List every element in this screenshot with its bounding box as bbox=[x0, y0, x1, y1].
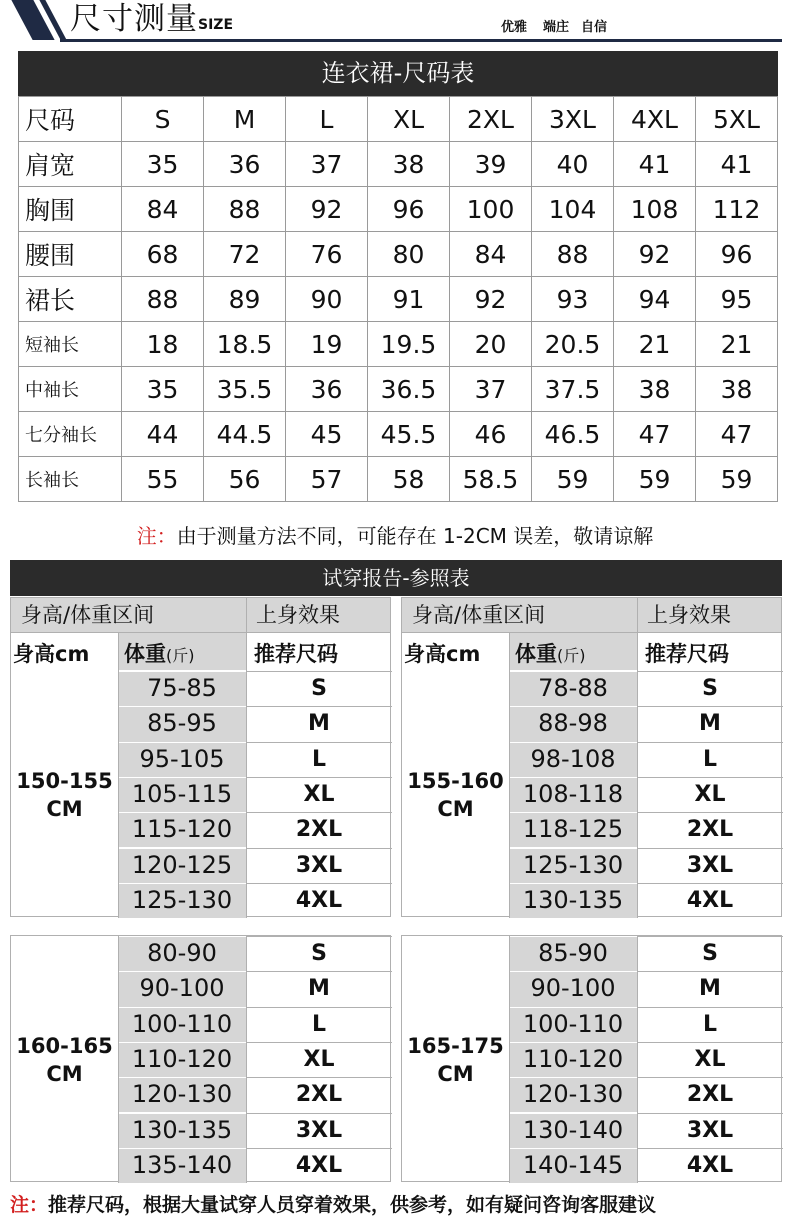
measurement-cell: 88 bbox=[122, 277, 204, 322]
measurement-cell: 37.5 bbox=[532, 367, 614, 412]
recommended-size: 3XL bbox=[686, 1117, 734, 1143]
measurement-cell: 18 bbox=[122, 322, 204, 367]
weight-range: 115-120 bbox=[131, 815, 233, 844]
height-range bbox=[11, 1032, 118, 1088]
col-header-weight-text: 体重 bbox=[515, 642, 557, 666]
measurement-cell: 36.5 bbox=[368, 367, 450, 412]
measurement-cell: 88 bbox=[204, 187, 286, 232]
weight-range: 130-140 bbox=[522, 1115, 624, 1144]
col-header-height: 身高cm bbox=[13, 642, 90, 666]
weight-range: 98-108 bbox=[530, 744, 616, 773]
measurement-cell: 36 bbox=[204, 142, 286, 187]
weight-range: 100-110 bbox=[131, 1009, 233, 1038]
measurement-cell: 72 bbox=[204, 232, 286, 277]
recommended-size: XL bbox=[694, 1046, 726, 1072]
table-row bbox=[19, 457, 778, 502]
size-header-cell: 2XL bbox=[450, 97, 532, 142]
page-title-suffix: SIZE bbox=[198, 17, 234, 33]
weight-range: 110-120 bbox=[522, 1044, 624, 1073]
size-header-cell: 5XL bbox=[696, 97, 778, 142]
note-text: 推荐尺码，根据大量试穿人员穿着效果，供参考，如有疑问咨询客服建议 bbox=[48, 1194, 657, 1216]
table-row bbox=[19, 367, 778, 412]
measurement-cell: 88 bbox=[532, 232, 614, 277]
weight-range: 125-130 bbox=[522, 850, 624, 879]
weight-range: 140-145 bbox=[522, 1150, 624, 1179]
fit-report-title: 试穿报告-参照表 bbox=[10, 560, 782, 596]
measurement-cell: 57 bbox=[286, 457, 368, 502]
recommended-size: 2XL bbox=[295, 1082, 343, 1108]
fit-block bbox=[10, 597, 391, 917]
measurement-cell: 37 bbox=[450, 367, 532, 412]
measurement-cell: 20 bbox=[450, 322, 532, 367]
height-range-unit: CM bbox=[437, 1061, 474, 1086]
measurement-cell: 19.5 bbox=[368, 322, 450, 367]
measurement-cell: 39 bbox=[450, 142, 532, 187]
measurement-cell: 18.5 bbox=[204, 322, 286, 367]
measurement-cell: 21 bbox=[696, 322, 778, 367]
measurement-cell: 47 bbox=[614, 412, 696, 457]
recommended-size: 3XL bbox=[686, 852, 734, 878]
table-row bbox=[19, 142, 778, 187]
weight-range: 130-135 bbox=[131, 1115, 233, 1144]
measurement-cell: 92 bbox=[450, 277, 532, 322]
weight-range: 110-120 bbox=[131, 1044, 233, 1073]
fit-block bbox=[10, 935, 391, 1182]
measurement-cell: 19 bbox=[286, 322, 368, 367]
recommended-size: 2XL bbox=[686, 817, 734, 843]
group-header-range: 身高/体重区间 bbox=[412, 603, 546, 627]
measurement-note bbox=[0, 520, 790, 549]
height-range bbox=[402, 767, 509, 823]
measurement-cell: 58.5 bbox=[450, 457, 532, 502]
recommended-size: 4XL bbox=[686, 1152, 734, 1178]
group-header-range: 身高/体重区间 bbox=[21, 603, 155, 627]
height-range-unit: CM bbox=[437, 796, 474, 821]
measurement-cell: 38 bbox=[368, 142, 450, 187]
recommended-size: 3XL bbox=[295, 1117, 343, 1143]
header-tag: 端庄 bbox=[543, 20, 570, 35]
measurement-cell: 38 bbox=[614, 367, 696, 412]
measurement-cell: 59 bbox=[614, 457, 696, 502]
measurement-cell: 104 bbox=[532, 187, 614, 232]
size-header-cell: 3XL bbox=[532, 97, 614, 142]
weight-range: 105-115 bbox=[131, 779, 233, 808]
measurement-cell: 91 bbox=[368, 277, 450, 322]
measurement-cell: 21 bbox=[614, 322, 696, 367]
measurement-cell: 76 bbox=[286, 232, 368, 277]
table-row bbox=[19, 322, 778, 367]
size-header-cell: 4XL bbox=[614, 97, 696, 142]
recommended-size: S bbox=[311, 676, 327, 701]
recommended-size: M bbox=[308, 711, 330, 737]
measurement-cell: 93 bbox=[532, 277, 614, 322]
measurement-cell: 45.5 bbox=[368, 412, 450, 457]
size-header-row bbox=[19, 97, 778, 142]
row-label: 七分袖长 bbox=[19, 412, 122, 457]
height-range-value: 165-175 bbox=[407, 1033, 504, 1058]
measurement-cell: 95 bbox=[696, 277, 778, 322]
recommended-size: L bbox=[702, 1011, 718, 1037]
weight-range: 108-118 bbox=[522, 779, 624, 808]
col-header-size: 推荐尺码 bbox=[645, 642, 729, 666]
group-header-effect: 上身效果 bbox=[256, 603, 340, 627]
weight-range: 75-85 bbox=[147, 674, 217, 702]
col-header-size: 推荐尺码 bbox=[254, 642, 338, 666]
page-header bbox=[0, 0, 790, 46]
weight-range: 120-130 bbox=[522, 1080, 624, 1109]
measurement-cell: 36 bbox=[286, 367, 368, 412]
recommended-size: 2XL bbox=[686, 1082, 734, 1108]
measurement-cell: 92 bbox=[286, 187, 368, 232]
size-table-title: 连衣裙-尺码表 bbox=[18, 51, 778, 96]
measurement-cell: 37 bbox=[286, 142, 368, 187]
recommended-size: S bbox=[311, 941, 327, 966]
header-tag: 优雅 bbox=[501, 20, 528, 35]
height-range-value: 160-165 bbox=[16, 1033, 113, 1058]
height-range bbox=[402, 1032, 509, 1088]
measurement-cell: 90 bbox=[286, 277, 368, 322]
weight-range: 125-130 bbox=[131, 885, 233, 914]
weight-range: 120-125 bbox=[131, 850, 233, 879]
table-row bbox=[19, 187, 778, 232]
size-header-cell: XL bbox=[368, 97, 450, 142]
recommended-size: L bbox=[311, 746, 327, 772]
weight-range: 100-110 bbox=[522, 1009, 624, 1038]
note-prefix: 注： bbox=[10, 1194, 49, 1216]
measurement-cell: 84 bbox=[122, 187, 204, 232]
row-label: 胸围 bbox=[19, 187, 122, 232]
measurement-cell: 68 bbox=[122, 232, 204, 277]
measurement-cell: 96 bbox=[696, 232, 778, 277]
measurement-cell: 35 bbox=[122, 367, 204, 412]
measurement-cell: 84 bbox=[450, 232, 532, 277]
page-title bbox=[70, 0, 233, 44]
group-header-effect: 上身效果 bbox=[647, 603, 731, 627]
weight-range: 78-88 bbox=[538, 674, 608, 702]
weight-range: 130-135 bbox=[522, 885, 624, 914]
recommended-size: XL bbox=[303, 781, 335, 807]
height-range bbox=[11, 767, 118, 823]
recommended-size: 2XL bbox=[295, 817, 343, 843]
row-label: 长袖长 bbox=[19, 457, 122, 502]
row-label: 中袖长 bbox=[19, 367, 122, 412]
measurement-cell: 41 bbox=[614, 142, 696, 187]
recommended-size: L bbox=[702, 746, 718, 772]
size-header-label: 尺码 bbox=[19, 97, 122, 142]
height-range-value: 150-155 bbox=[16, 768, 113, 793]
header-underline bbox=[60, 39, 782, 42]
measurement-cell: 59 bbox=[532, 457, 614, 502]
measurement-cell: 58 bbox=[368, 457, 450, 502]
measurement-cell: 100 bbox=[450, 187, 532, 232]
measurement-cell: 35 bbox=[122, 142, 204, 187]
recommended-size: S bbox=[702, 941, 718, 966]
table-row bbox=[19, 232, 778, 277]
size-header-cell: M bbox=[204, 97, 286, 142]
measurement-cell: 38 bbox=[696, 367, 778, 412]
weight-range: 120-130 bbox=[131, 1080, 233, 1109]
col-header-weight bbox=[515, 638, 586, 672]
measurement-cell: 94 bbox=[614, 277, 696, 322]
measurement-cell: 44.5 bbox=[204, 412, 286, 457]
col-header-weight bbox=[124, 638, 195, 672]
height-range-unit: CM bbox=[46, 796, 83, 821]
measurement-cell: 40 bbox=[532, 142, 614, 187]
height-range-unit: CM bbox=[46, 1061, 83, 1086]
measurement-cell: 46 bbox=[450, 412, 532, 457]
col-header-weight-text: 体重 bbox=[124, 642, 166, 666]
weight-range: 90-100 bbox=[530, 974, 616, 1003]
weight-range: 85-95 bbox=[147, 709, 217, 738]
col-header-weight-unit: (斤) bbox=[166, 646, 195, 665]
recommended-size: 4XL bbox=[295, 887, 343, 913]
measurement-cell: 55 bbox=[122, 457, 204, 502]
recommended-size: M bbox=[699, 976, 721, 1002]
col-header-weight-unit: (斤) bbox=[557, 646, 586, 665]
size-table bbox=[18, 96, 778, 502]
row-label: 短袖长 bbox=[19, 322, 122, 367]
note-text: 由于测量方法不同，可能存在 1-2CM 误差，敬请谅解 bbox=[176, 524, 654, 548]
measurement-cell: 45 bbox=[286, 412, 368, 457]
row-label: 腰围 bbox=[19, 232, 122, 277]
recommended-size: 3XL bbox=[295, 852, 343, 878]
fit-block bbox=[401, 597, 782, 917]
weight-range: 90-100 bbox=[139, 974, 225, 1003]
measurement-cell: 56 bbox=[204, 457, 286, 502]
recommended-size: M bbox=[308, 976, 330, 1002]
size-header-cell: L bbox=[286, 97, 368, 142]
page-title-text: 尺寸测量 bbox=[70, 1, 198, 37]
recommended-size: S bbox=[702, 676, 718, 701]
recommended-size: 4XL bbox=[295, 1152, 343, 1178]
measurement-cell: 20.5 bbox=[532, 322, 614, 367]
col-header-height: 身高cm bbox=[404, 642, 481, 666]
measurement-cell: 47 bbox=[696, 412, 778, 457]
weight-range: 135-140 bbox=[131, 1150, 233, 1179]
measurement-cell: 46.5 bbox=[532, 412, 614, 457]
measurement-cell: 112 bbox=[696, 187, 778, 232]
weight-range: 80-90 bbox=[147, 939, 217, 967]
table-row bbox=[19, 277, 778, 322]
measurement-cell: 59 bbox=[696, 457, 778, 502]
recommended-size: 4XL bbox=[686, 887, 734, 913]
size-header-cell: S bbox=[122, 97, 204, 142]
measurement-cell: 41 bbox=[696, 142, 778, 187]
row-label: 裙长 bbox=[19, 277, 122, 322]
fit-block bbox=[401, 935, 782, 1182]
note-prefix: 注： bbox=[136, 524, 177, 548]
recommended-size: XL bbox=[694, 781, 726, 807]
weight-range: 95-105 bbox=[139, 744, 225, 773]
recommended-size: L bbox=[311, 1011, 327, 1037]
recommendation-note bbox=[10, 1190, 656, 1217]
measurement-cell: 80 bbox=[368, 232, 450, 277]
recommended-size: M bbox=[699, 711, 721, 737]
measurement-cell: 96 bbox=[368, 187, 450, 232]
recommended-size: XL bbox=[303, 1046, 335, 1072]
measurement-cell: 35.5 bbox=[204, 367, 286, 412]
measurement-cell: 108 bbox=[614, 187, 696, 232]
table-row bbox=[19, 412, 778, 457]
measurement-cell: 44 bbox=[122, 412, 204, 457]
weight-range: 88-98 bbox=[538, 709, 608, 738]
header-tag: 自信 bbox=[581, 20, 608, 35]
measurement-cell: 92 bbox=[614, 232, 696, 277]
row-label: 肩宽 bbox=[19, 142, 122, 187]
weight-range: 85-90 bbox=[538, 939, 608, 967]
height-range-value: 155-160 bbox=[407, 768, 504, 793]
measurement-cell: 89 bbox=[204, 277, 286, 322]
weight-range: 118-125 bbox=[522, 815, 624, 844]
